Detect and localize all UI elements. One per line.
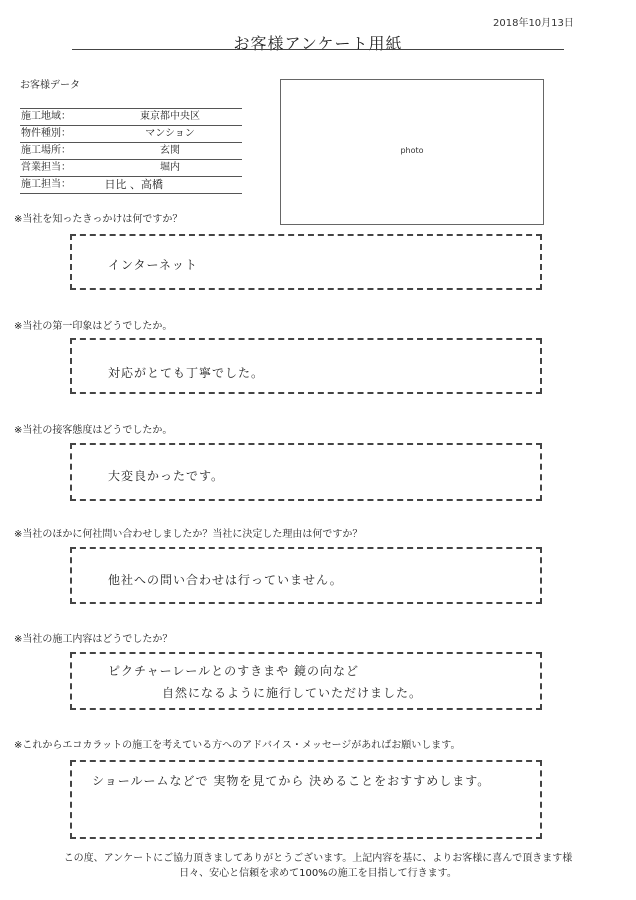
answer-3-text: 大変良かったです。 [108,469,225,483]
answer-2-text: 対応がとても丁寧でした。 [108,366,265,380]
info-row-sales-rep [20,160,242,177]
answer-4-text: 他社への問い合わせは行っていません。 [108,573,343,587]
info-row-installer [20,177,242,194]
answer-5-text-line-1: ピクチャーレールとのすきまや 鏡の向など [108,664,359,678]
info-value: マンション [145,128,195,139]
info-row-location [20,143,242,160]
photo-label: photo [400,146,424,155]
info-row-property-type [20,126,242,143]
info-row-area [20,109,242,126]
answer-box-3 [70,443,542,501]
answer-5-text-line-2: 自然になるように施行していただけました。 [162,686,423,700]
answer-box-4 [70,547,542,604]
info-label: 物件種別： [21,128,71,139]
answer-1-text: インターネット [108,258,198,272]
info-label: 営業担当： [21,162,71,173]
answer-box-2 [70,338,542,394]
question-3: ※当社の接客態度はどうでしたか。 [14,425,173,436]
answer-6-text: ショールームなどで 実物を見てから 決めることをおすすめします。 [92,774,491,788]
survey-date: 2018年10月13日 [493,18,574,29]
info-value: 堀内 [160,162,180,173]
customer-info-table [20,108,242,194]
info-label: 施工担当： [21,179,71,190]
answer-box-6 [70,760,542,839]
question-5: ※当社の施工内容はどうでしたか？ [14,634,173,645]
customer-data-heading: お客様データ [20,80,80,91]
info-value-handwritten: 日比 、高橋 [104,178,164,191]
question-1: ※当社を知ったきっかけは何ですか？ [14,214,183,225]
question-2: ※当社の第一印象はどうでしたか。 [14,321,173,332]
title-underline [72,49,564,50]
footer-line-1: この度、アンケートにご協力頂きましてありがとうございます。上記内容を基に、よりお客様に喜んで頂きます様 [63,853,573,864]
answer-box-1 [70,234,542,290]
info-label: 施工地域： [21,111,71,122]
question-6: ※これからエコカラットの施工を考えている方へのアドバイス・メッセージがあればお願いします。 [14,740,461,751]
answer-box-5 [70,652,542,710]
info-value: 東京都中央区 [140,111,200,122]
info-value: 玄関 [160,145,180,156]
page-title: お客様アンケート用紙 [233,34,403,53]
info-label: 施工場所： [21,145,71,156]
question-4: ※当社のほかに何社問い合わせしましたか？当社に決定した理由は何ですか？ [14,529,363,540]
footer-line-2: 日々、安心と信頼を求めて100%の施工を目指して行きます。 [179,868,457,879]
